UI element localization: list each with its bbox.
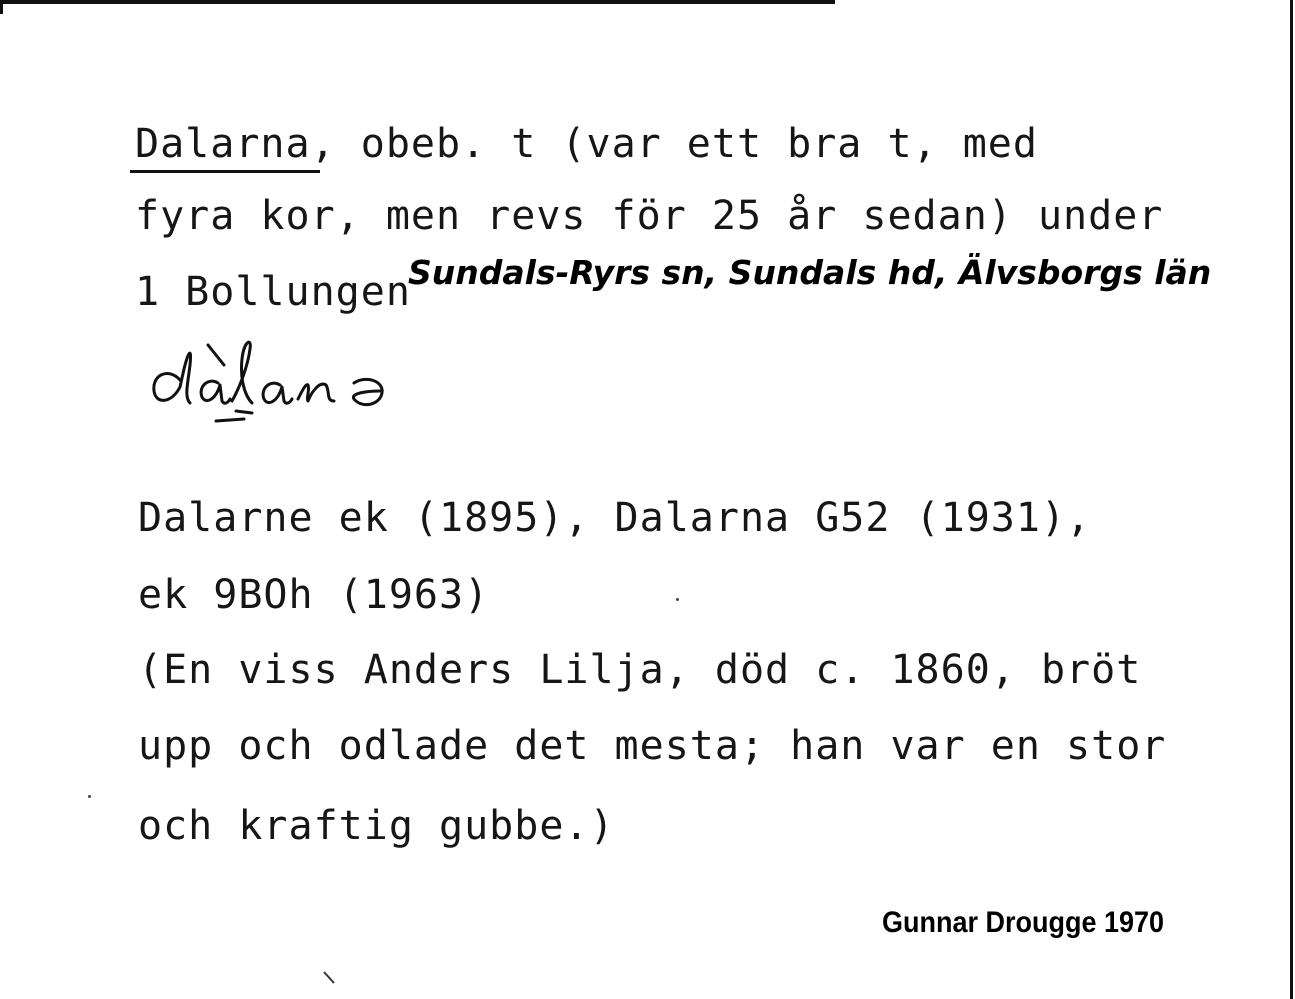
handwritten-pronunciation — [140, 325, 460, 430]
scan-speck — [88, 795, 91, 798]
place-stamp: Sundals-Ryrs sn, Sundals hd, Älvsborgs län — [408, 253, 1212, 292]
headword: Dalarna — [135, 121, 311, 167]
note-line-2: upp och odlade det mesta; han var en stor — [138, 723, 1167, 769]
attestations-line-2: ek 9BOh (1963) — [138, 572, 490, 618]
note-line-1: (En viss Anders Lilja, död c. 1860, bröt — [138, 647, 1142, 693]
scan-frame-top — [0, 0, 835, 4]
entry-line-1 — [135, 121, 1038, 167]
scan-speck — [676, 598, 679, 601]
scan-mark — [322, 970, 336, 986]
note-line-3: och kraftig gubbe.) — [138, 803, 615, 849]
collector-signature: Gunnar Drougge 1970 — [882, 906, 1165, 939]
scan-frame-corner — [0, 0, 3, 14]
entry-line-3: 1 Bollungen — [135, 269, 411, 315]
headword-underline — [130, 170, 320, 173]
attestations-line-1: Dalarne ek (1895), Dalarna G52 (1931), — [138, 495, 1092, 541]
entry-line-2: fyra kor, men revs för 25 år sedan) under — [135, 193, 1164, 239]
entry-line-1-text: , obeb. t (var ett bra t, med — [310, 121, 1038, 167]
scan-frame-right — [1290, 0, 1293, 999]
